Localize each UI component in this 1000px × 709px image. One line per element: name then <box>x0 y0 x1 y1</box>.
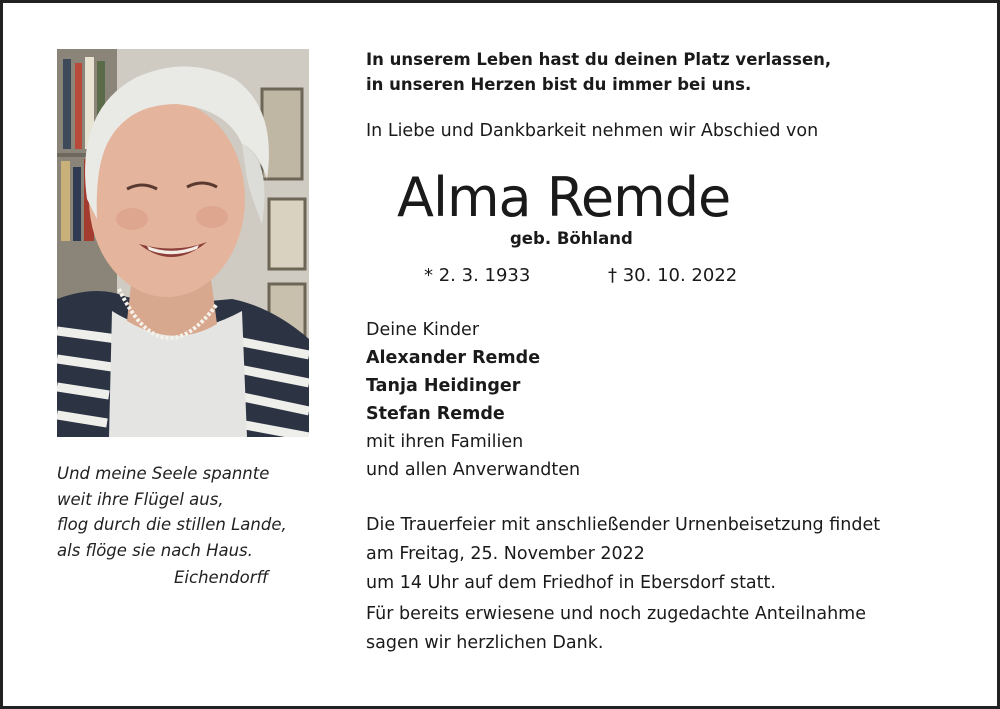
motto <box>366 47 831 97</box>
deceased-name: Alma Remde <box>397 166 731 229</box>
child-name: Tanja Heidinger <box>366 376 521 396</box>
poem-line: Und meine Seele spannte <box>57 464 270 483</box>
mourners <box>366 316 580 484</box>
maiden-name: geb. Böhland <box>510 229 633 248</box>
thanks-line: sagen wir herzlichen Dank. <box>366 633 604 653</box>
child-name: Alexander Remde <box>366 348 541 368</box>
poem-line: als flöge sie nach Haus. <box>57 540 253 560</box>
mourners-intro: Deine Kinder <box>366 320 480 340</box>
poem <box>57 461 327 563</box>
thanks-note <box>366 600 866 658</box>
mourners-families: mit ihren Familien <box>366 432 524 452</box>
farewell-intro: In Liebe und Dankbarkeit nehmen wir Abschied von <box>366 121 819 141</box>
birth-date: * 2. 3. 1933 <box>424 265 531 286</box>
funeral-service-info <box>366 511 880 598</box>
service-line: um 14 Uhr auf dem Friedhof in Ebersdorf statt. <box>366 573 776 593</box>
poem-author: Eichendorff <box>174 568 269 587</box>
child-name: Stefan Remde <box>366 404 505 424</box>
motto-line-1: In unserem Leben hast du deinen Platz verlassen, <box>366 50 832 69</box>
mourners-others: und allen Anverwandten <box>366 460 581 480</box>
portrait-photo <box>57 49 309 437</box>
death-date: † 30. 10. 2022 <box>608 265 738 286</box>
poem-line: flog durch die stillen Lande, <box>57 515 287 534</box>
service-line: am Freitag, 25. November 2022 <box>366 544 645 564</box>
poem-line: weit ihre Flügel aus, <box>57 489 224 509</box>
thanks-line: Für bereits erwiesene und noch zugedachte Anteilnahme <box>366 604 866 624</box>
service-line: Die Trauerfeier mit anschließender Urnenbeisetzung findet <box>366 515 881 535</box>
motto-line-2: in unseren Herzen bist du immer bei uns. <box>366 75 752 94</box>
